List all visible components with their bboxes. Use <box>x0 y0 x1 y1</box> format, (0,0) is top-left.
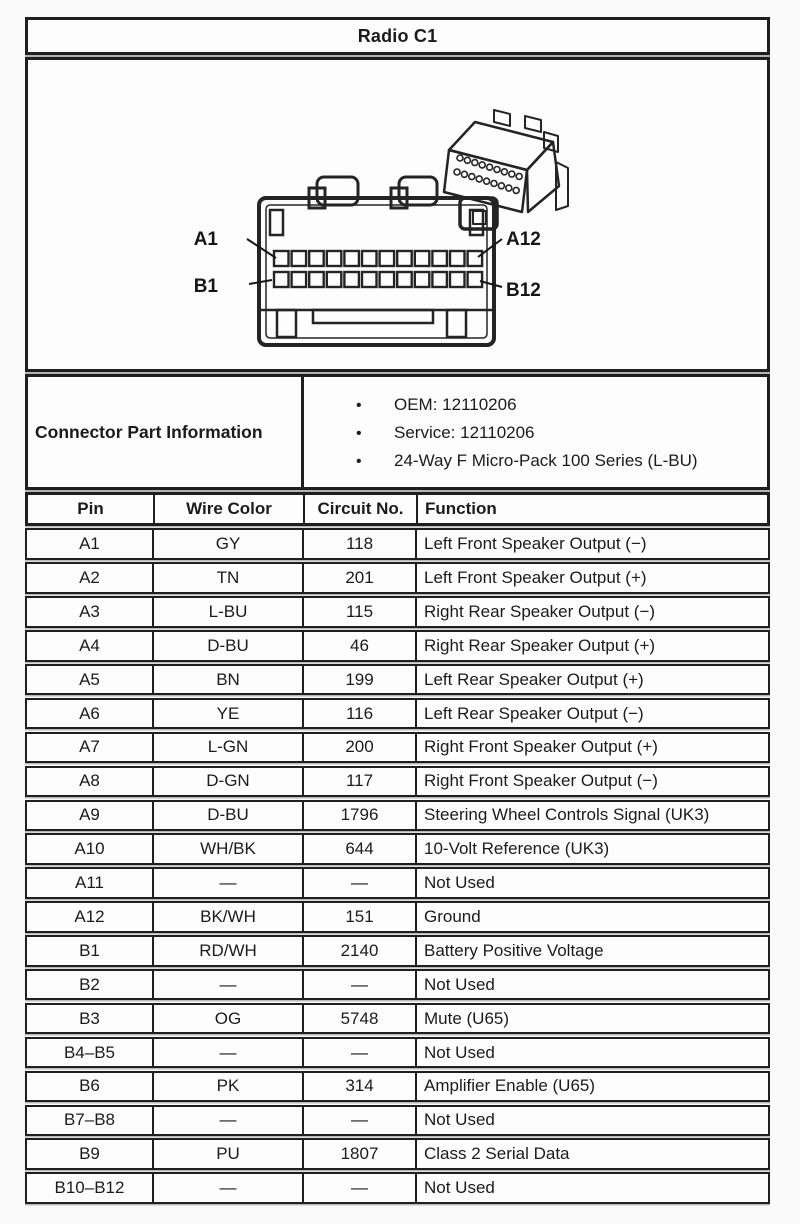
callout-b1: B1 <box>193 276 218 297</box>
pin-cell: A12 <box>74 906 105 926</box>
callout-a12: A12 <box>506 229 541 250</box>
connector-3d-view <box>444 110 568 229</box>
circuit-no-cell: 199 <box>302 666 415 694</box>
function-cell: Left Front Speaker Output (−) <box>415 530 768 558</box>
function-cell: Right Front Speaker Output (+) <box>415 734 768 762</box>
table-row <box>25 766 770 798</box>
wire-color-cell: — <box>152 869 302 897</box>
page-title: Radio C1 <box>357 25 438 46</box>
circuit-no-cell: — <box>302 1107 415 1135</box>
function-cell: Right Front Speaker Output (−) <box>415 768 768 796</box>
table-row <box>25 800 770 832</box>
table-row <box>25 867 770 899</box>
pin-cell: A2 <box>79 568 100 588</box>
part-info-bullet <box>356 451 761 471</box>
table-row <box>25 698 770 730</box>
wire-color-cell: YE <box>152 700 302 728</box>
circuit-no-cell: — <box>302 1174 415 1202</box>
callout-b12: B12 <box>506 280 541 301</box>
connector-drawing <box>28 60 767 369</box>
table-header-row <box>25 492 770 526</box>
pin-cell: A10 <box>74 839 105 859</box>
table-row <box>25 1138 770 1170</box>
wire-color-cell: RD/WH <box>152 937 302 965</box>
bullet-icon: • <box>356 397 362 414</box>
wire-color-cell: D-GN <box>152 768 302 796</box>
bullet-text: 24-Way F Micro-Pack 100 Series (L-BU) <box>394 451 698 470</box>
pin-cell: B9 <box>79 1144 100 1164</box>
function-cell: Battery Positive Voltage <box>415 937 768 965</box>
function-cell: Not Used <box>415 869 768 897</box>
table-row <box>25 1172 770 1204</box>
table-row <box>25 1037 770 1069</box>
header-circuit-no: Circuit No. <box>303 495 416 523</box>
circuit-no-cell: — <box>302 1039 415 1067</box>
function-cell: 10-Volt Reference (UK3) <box>415 835 768 863</box>
header-function: Function <box>416 495 767 523</box>
manual-page <box>25 17 770 1206</box>
function-cell: Not Used <box>415 971 768 999</box>
circuit-no-cell: 201 <box>302 564 415 592</box>
header-wire-color: Wire Color <box>153 495 303 523</box>
function-cell: Not Used <box>415 1039 768 1067</box>
header-pin: Pin <box>77 499 104 518</box>
function-cell: Not Used <box>415 1174 768 1202</box>
circuit-no-cell: 118 <box>302 530 415 558</box>
pin-cell: A11 <box>75 873 104 893</box>
pin-cell: A7 <box>79 737 100 757</box>
bullet-icon: • <box>356 425 362 442</box>
wire-color-cell: — <box>152 971 302 999</box>
pin-cell: B1 <box>79 940 100 960</box>
circuit-no-cell: — <box>302 971 415 999</box>
wire-color-cell: L-BU <box>152 598 302 626</box>
pin-cell: A5 <box>79 669 100 689</box>
part-info-bullet <box>356 423 761 443</box>
function-cell: Amplifier Enable (U65) <box>415 1073 768 1101</box>
function-cell: Steering Wheel Controls Signal (UK3) <box>415 802 768 830</box>
wire-color-cell: — <box>152 1039 302 1067</box>
function-cell: Right Rear Speaker Output (−) <box>415 598 768 626</box>
pin-table <box>25 492 770 1204</box>
table-row <box>25 528 770 560</box>
pin-cell: B4–B5 <box>63 1042 116 1062</box>
circuit-no-cell: 116 <box>302 700 415 728</box>
circuit-no-cell: 644 <box>302 835 415 863</box>
function-cell: Not Used <box>415 1107 768 1135</box>
table-row <box>25 969 770 1001</box>
pin-cell: A6 <box>79 703 100 723</box>
part-info-bullet <box>356 395 761 415</box>
bullet-icon: • <box>356 453 362 470</box>
circuit-no-cell: 46 <box>302 632 415 660</box>
pin-cell: B3 <box>79 1008 100 1028</box>
wire-color-cell: — <box>152 1174 302 1202</box>
title-bar <box>25 17 770 55</box>
bullet-text: Service: 12110206 <box>394 423 535 442</box>
function-cell: Left Rear Speaker Output (−) <box>415 700 768 728</box>
table-row <box>25 732 770 764</box>
wire-color-cell: PK <box>152 1073 302 1101</box>
wire-color-cell: OG <box>152 1005 302 1033</box>
pin-cell: A3 <box>79 601 100 621</box>
function-cell: Left Front Speaker Output (+) <box>415 564 768 592</box>
part-info-bullet-list <box>304 377 767 487</box>
table-row <box>25 1071 770 1103</box>
connector-figure <box>25 57 770 372</box>
table-row <box>25 630 770 662</box>
circuit-no-cell: — <box>302 869 415 897</box>
table-row <box>25 664 770 696</box>
circuit-no-cell: 200 <box>302 734 415 762</box>
part-info-label-cell <box>28 377 304 487</box>
table-row <box>25 562 770 594</box>
callout-a1: A1 <box>193 229 218 250</box>
table-row <box>25 596 770 628</box>
circuit-no-cell: 117 <box>302 768 415 796</box>
table-row <box>25 833 770 865</box>
table-row <box>25 935 770 967</box>
function-cell: Ground <box>415 903 768 931</box>
bullet-text: OEM: 12110206 <box>394 395 517 414</box>
circuit-no-cell: 2140 <box>302 937 415 965</box>
pin-table-body <box>25 528 770 1203</box>
part-info-section <box>25 374 770 490</box>
function-cell: Mute (U65) <box>415 1005 768 1033</box>
table-row <box>25 1105 770 1137</box>
wire-color-cell: D-BU <box>152 632 302 660</box>
wire-color-cell: GY <box>152 530 302 558</box>
circuit-no-cell: 115 <box>302 598 415 626</box>
wire-color-cell: L-GN <box>152 734 302 762</box>
pin-cell: A9 <box>79 805 100 825</box>
pin-cell: B6 <box>79 1076 100 1096</box>
wire-color-cell: WH/BK <box>152 835 302 863</box>
part-info-label: Connector Part Information <box>35 421 263 442</box>
function-cell: Class 2 Serial Data <box>415 1140 768 1168</box>
wire-color-cell: D-BU <box>152 802 302 830</box>
circuit-no-cell: 1796 <box>302 802 415 830</box>
table-row <box>25 901 770 933</box>
wire-color-cell: TN <box>152 564 302 592</box>
function-cell: Left Rear Speaker Output (+) <box>415 666 768 694</box>
wire-color-cell: PU <box>152 1140 302 1168</box>
pin-cell: B7–B8 <box>63 1110 116 1130</box>
circuit-no-cell: 151 <box>302 903 415 931</box>
pin-cell: A1 <box>79 534 100 554</box>
circuit-no-cell: 5748 <box>302 1005 415 1033</box>
table-row <box>25 1003 770 1035</box>
function-cell: Right Rear Speaker Output (+) <box>415 632 768 660</box>
circuit-no-cell: 1807 <box>302 1140 415 1168</box>
wire-color-cell: BN <box>152 666 302 694</box>
wire-color-cell: — <box>152 1107 302 1135</box>
pin-cell: B2 <box>79 974 100 994</box>
pin-cell: A8 <box>79 771 100 791</box>
pin-cell: B10–B12 <box>54 1178 125 1198</box>
circuit-no-cell: 314 <box>302 1073 415 1101</box>
pin-cell: A4 <box>79 635 100 655</box>
wire-color-cell: BK/WH <box>152 903 302 931</box>
